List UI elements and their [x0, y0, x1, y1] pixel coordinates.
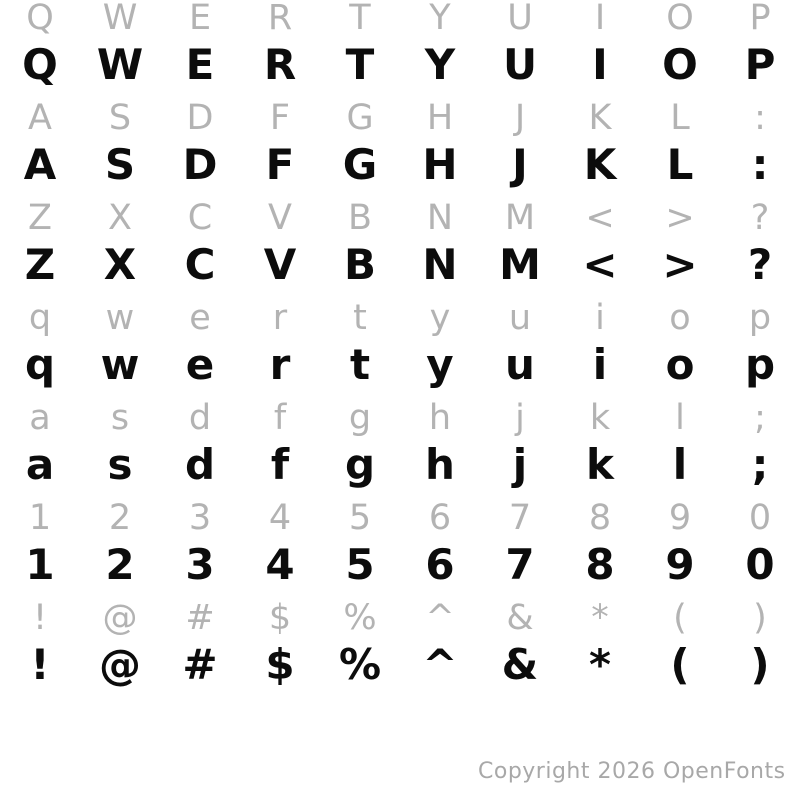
glyph-cell: s: [107, 440, 133, 489]
glyph-cell: *: [589, 640, 611, 689]
glyph-row-symbols-ink: [0, 640, 800, 690]
glyph-row-zxcv-upper-ink: [0, 240, 800, 290]
glyph-cell: $: [268, 598, 292, 638]
glyph-cell: l: [675, 398, 685, 438]
glyph-cell: 8: [585, 540, 615, 589]
glyph-cell: 7: [508, 498, 532, 538]
glyph-cell: 2: [105, 540, 135, 589]
glyph-cell: M: [499, 240, 541, 289]
glyph-row-asdf-lower-ink: [0, 440, 800, 490]
glyph-cell: W: [96, 40, 144, 89]
glyph-row-digits-ghost: [0, 493, 800, 543]
glyph-cell: #: [182, 640, 218, 689]
glyph-cell: t: [349, 340, 371, 389]
glyph-cell: V: [268, 198, 292, 238]
glyph-row-asdf-upper-ghost: [0, 93, 800, 143]
glyph-cell: @: [99, 640, 141, 689]
glyph-cell: R: [267, 0, 293, 38]
glyph-cell: D: [182, 140, 218, 189]
glyph-cell: ): [753, 598, 767, 638]
glyph-cell: s: [110, 398, 130, 438]
glyph-cell: C: [187, 198, 213, 238]
glyph-cell: A: [23, 140, 57, 189]
glyph-cell: a: [29, 398, 51, 438]
glyph-cell: S: [104, 140, 136, 189]
glyph-cell: M: [504, 198, 536, 238]
glyph-cell: C: [184, 240, 216, 289]
glyph-cell: Q: [22, 40, 58, 89]
glyph-cell: f: [270, 440, 290, 489]
glyph-cell: Q: [26, 0, 54, 38]
glyph-cell: 6: [425, 540, 455, 589]
glyph-cell: q: [24, 340, 56, 389]
glyph-cell: I: [594, 0, 606, 38]
glyph-cell: T: [349, 0, 371, 38]
glyph-cell: B: [347, 198, 372, 238]
glyph-cell: Z: [24, 240, 56, 289]
glyph-cell: >: [662, 240, 698, 289]
copyright-notice: Copyright 2026 OpenFonts: [478, 759, 786, 784]
glyph-cell: R: [263, 40, 297, 89]
glyph-cell: Z: [28, 198, 52, 238]
glyph-cell: E: [185, 40, 215, 89]
glyph-cell: 5: [348, 498, 372, 538]
glyph-cell: O: [666, 0, 694, 38]
glyph-cell: U: [507, 0, 533, 38]
glyph-row-digits-ink: [0, 540, 800, 590]
glyph-cell: >: [665, 198, 695, 238]
glyph-cell: !: [30, 640, 50, 689]
glyph-cell: r: [269, 340, 291, 389]
glyph-cell: ;: [751, 440, 769, 489]
glyph-row-symbols-ghost: [0, 593, 800, 643]
glyph-cell: g: [344, 440, 376, 489]
glyph-row-qwerty-upper-ink: [0, 40, 800, 90]
glyph-cell: *: [591, 598, 609, 638]
glyph-cell: k: [589, 398, 611, 438]
glyph-cell: 9: [668, 498, 692, 538]
glyph-cell: w: [100, 340, 140, 389]
glyph-cell: h: [425, 440, 455, 489]
glyph-cell: P: [744, 40, 776, 89]
glyph-cell: K: [583, 140, 617, 189]
glyph-cell: k: [586, 440, 614, 489]
glyph-row-qwerty-lower-ghost: [0, 293, 800, 343]
glyph-cell: 4: [268, 498, 292, 538]
glyph-cell: O: [662, 40, 698, 89]
glyph-cell: d: [184, 440, 216, 489]
glyph-cell: L: [670, 98, 690, 138]
glyph-cell: :: [754, 98, 766, 138]
glyph-cell: $: [265, 640, 295, 689]
glyph-cell: 4: [265, 540, 295, 589]
glyph-cell: y: [426, 340, 454, 389]
glyph-cell: 0: [745, 540, 775, 589]
glyph-cell: &: [501, 640, 539, 689]
glyph-cell: <: [582, 240, 618, 289]
glyph-cell: A: [28, 98, 52, 138]
glyph-row-asdf-upper-ink: [0, 140, 800, 190]
glyph-cell: Y: [429, 0, 451, 38]
glyph-cell: N: [422, 240, 458, 289]
glyph-cell: G: [346, 98, 374, 138]
glyph-cell: %: [338, 640, 382, 689]
glyph-cell: L: [666, 140, 694, 189]
glyph-cell: @: [102, 598, 138, 638]
glyph-cell: (: [673, 598, 687, 638]
glyph-cell: t: [353, 298, 367, 338]
glyph-cell: a: [25, 440, 55, 489]
glyph-row-qwerty-upper-ghost: [0, 0, 800, 43]
glyph-cell: Y: [424, 40, 456, 89]
glyph-cell: 8: [588, 498, 612, 538]
glyph-cell: l: [672, 440, 688, 489]
glyph-cell: 0: [748, 498, 772, 538]
glyph-cell: ?: [750, 198, 770, 238]
glyph-cell: ^: [425, 598, 455, 638]
glyph-cell: ;: [754, 398, 766, 438]
glyph-cell: o: [665, 340, 695, 389]
glyph-cell: j: [512, 440, 528, 489]
glyph-cell: e: [185, 340, 215, 389]
glyph-cell: f: [273, 398, 287, 438]
glyph-cell: E: [188, 0, 212, 38]
glyph-cell: D: [186, 98, 214, 138]
glyph-cell: #: [185, 598, 215, 638]
glyph-cell: ^: [422, 640, 458, 689]
glyph-cell: i: [592, 340, 608, 389]
glyph-cell: 9: [665, 540, 695, 589]
glyph-cell: &: [506, 598, 534, 638]
glyph-cell: :: [751, 140, 769, 189]
glyph-cell: J: [512, 140, 528, 189]
glyph-cell: B: [343, 240, 376, 289]
glyph-row-qwerty-lower-ink: [0, 340, 800, 390]
glyph-cell: S: [108, 98, 132, 138]
glyph-cell: V: [263, 240, 297, 289]
glyph-cell: G: [342, 140, 378, 189]
glyph-cell: W: [102, 0, 138, 38]
glyph-cell: N: [426, 198, 454, 238]
glyph-cell: d: [188, 398, 212, 438]
glyph-row-zxcv-upper-ghost: [0, 193, 800, 243]
glyph-cell: 1: [28, 498, 52, 538]
glyph-cell: H: [422, 140, 458, 189]
glyph-cell: 1: [25, 540, 55, 589]
glyph-cell: K: [588, 98, 612, 138]
glyph-cell: 5: [345, 540, 375, 589]
glyph-cell: ): [750, 640, 770, 689]
glyph-cell: e: [189, 298, 211, 338]
glyph-cell: p: [748, 298, 772, 338]
glyph-cell: w: [105, 298, 135, 338]
glyph-cell: 3: [185, 540, 215, 589]
glyph-cell: 6: [428, 498, 452, 538]
glyph-cell: u: [508, 298, 532, 338]
glyph-cell: !: [32, 598, 48, 638]
glyph-cell: u: [505, 340, 535, 389]
glyph-cell: I: [592, 40, 608, 89]
glyph-cell: i: [595, 298, 605, 338]
glyph-cell: %: [343, 598, 377, 638]
glyph-cell: X: [108, 198, 132, 238]
glyph-cell: U: [502, 40, 538, 89]
glyph-cell: q: [28, 298, 52, 338]
glyph-cell: J: [514, 98, 526, 138]
glyph-cell: 2: [108, 498, 132, 538]
glyph-cell: y: [429, 298, 451, 338]
glyph-cell: (: [670, 640, 690, 689]
glyph-cell: P: [749, 0, 771, 38]
glyph-cell: ?: [747, 240, 773, 289]
glyph-cell: T: [345, 40, 375, 89]
glyph-cell: 7: [505, 540, 535, 589]
glyph-cell: p: [744, 340, 776, 389]
glyph-row-asdf-lower-ghost: [0, 393, 800, 443]
glyph-cell: F: [269, 98, 291, 138]
glyph-cell: F: [265, 140, 295, 189]
glyph-cell: g: [348, 398, 372, 438]
glyph-cell: r: [272, 298, 288, 338]
glyph-cell: H: [426, 98, 454, 138]
glyph-cell: 3: [188, 498, 212, 538]
glyph-cell: o: [669, 298, 691, 338]
glyph-cell: h: [428, 398, 452, 438]
glyph-cell: j: [515, 398, 525, 438]
glyph-cell: <: [585, 198, 615, 238]
glyph-cell: X: [103, 240, 137, 289]
